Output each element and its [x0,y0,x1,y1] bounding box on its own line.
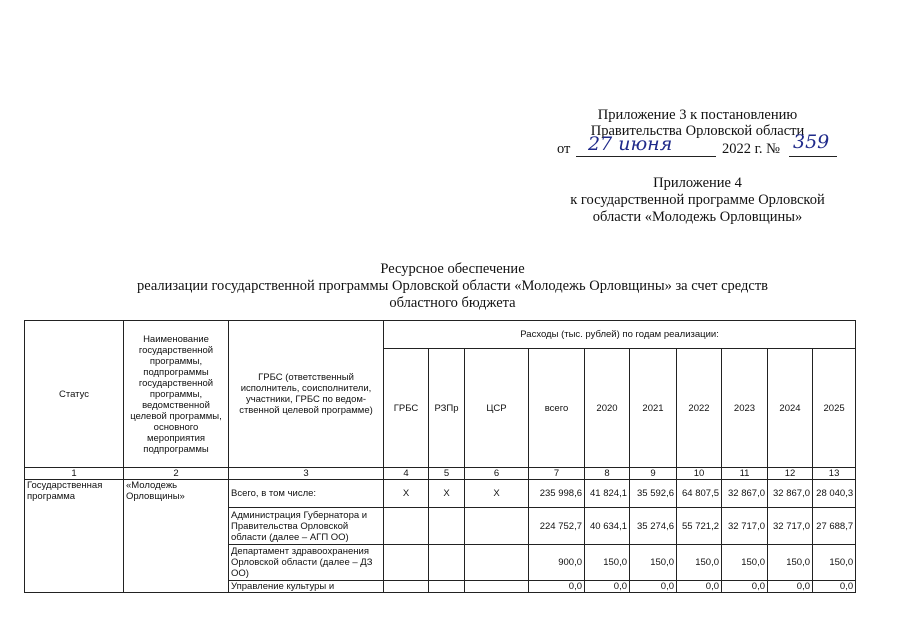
cell-rzpr [429,545,465,581]
cell-grbs-full: Администрация Губернатора и Правительства Орловской области (далее – АГП ОО) [229,508,384,545]
header-year: 2022 [677,349,722,468]
cell-year-value: 35 592,6 [630,480,677,508]
appendix-4-line2: к государственной программе Орловской [570,192,825,208]
cell-csr [465,545,529,581]
column-number: 5 [429,468,465,480]
cell-year-value: 150,0 [813,545,856,581]
appendix-year-number-label: 2022 г. № [722,141,781,157]
cell-grbs-full: Департамент здравоохранения Орловской области (далее – ДЗ ОО) [229,545,384,581]
cell-grbs [384,581,429,593]
cell-year-value: 0,0 [630,581,677,593]
number-underline [789,156,837,157]
cell-grbs-full: Управление культуры и [229,581,384,593]
header-year: 2023 [722,349,768,468]
cell-total: 900,0 [529,545,585,581]
cell-status: Государственная программа [25,480,124,593]
header-status: Статус [25,321,124,468]
cell-year-value: 35 274,6 [630,508,677,545]
column-number: 10 [677,468,722,480]
cell-year-value: 28 040,3 [813,480,856,508]
header-program-name: Наименование государственной программы, подпрограммы государственной программы, ведомственной целевой программы, основного мероприятия подпрограммы [124,321,229,468]
column-number: 6 [465,468,529,480]
cell-year-value: 0,0 [585,581,630,593]
cell-year-value: 27 688,7 [813,508,856,545]
appendix-from-label: от [557,141,571,157]
cell-year-value: 150,0 [677,545,722,581]
appendix-4-line1: Приложение 4 [653,175,742,191]
cell-year-value: 150,0 [768,545,813,581]
handwritten-number: 359 [793,131,830,153]
document-title-line2: реализации государственной программы Орловской области «Молодежь Орловщины» за счет средств [136,278,768,294]
column-number: 8 [585,468,630,480]
column-number: 12 [768,468,813,480]
header-expenses: Расходы (тыс. рублей) по годам реализации: [384,321,856,349]
cell-year-value: 55 721,2 [677,508,722,545]
cell-year-value: 32 867,0 [768,480,813,508]
header-rzpr: РЗПр [429,349,465,468]
cell-rzpr [429,581,465,593]
date-underline [576,156,716,157]
column-number: 9 [630,468,677,480]
cell-year-value: 0,0 [722,581,768,593]
column-number: 2 [124,468,229,480]
cell-year-value: 32 717,0 [722,508,768,545]
cell-grbs-full: Всего, в том числе: [229,480,384,508]
cell-year-value: 32 867,0 [722,480,768,508]
column-number: 11 [722,468,768,480]
cell-total: 235 998,6 [529,480,585,508]
cell-program-name: «Молодежь Орловщины» [124,480,229,593]
cell-year-value: 150,0 [722,545,768,581]
column-number: 13 [813,468,856,480]
resource-table-grid [24,320,856,593]
cell-grbs [384,545,429,581]
cell-csr [465,508,529,545]
column-number: 1 [25,468,124,480]
header-csr: ЦСР [465,349,529,468]
document-title-line3: областного бюджета [389,295,516,311]
header-year: 2025 [813,349,856,468]
header-total: всего [529,349,585,468]
cell-grbs [384,508,429,545]
cell-year-value: 40 634,1 [585,508,630,545]
column-number: 3 [229,468,384,480]
cell-rzpr: X [429,480,465,508]
document-title-line1: Ресурсное обеспечение [380,261,525,277]
column-number: 4 [384,468,429,480]
cell-year-value: 0,0 [768,581,813,593]
cell-total: 0,0 [529,581,585,593]
cell-year-value: 0,0 [677,581,722,593]
cell-year-value: 64 807,5 [677,480,722,508]
header-grbs-full: ГРБС (ответственный исполнитель, соисполнители, участники, ГРБС по ведом-ственной целевой программе) [229,321,384,468]
appendix-3-line1: Приложение 3 к постановлению [597,107,798,123]
column-number: 7 [529,468,585,480]
table-row [25,480,856,508]
cell-year-value: 32 717,0 [768,508,813,545]
header-grbs: ГРБС [384,349,429,468]
header-year: 2020 [585,349,630,468]
appendix-3-line2: Правительства Орловской области [590,123,805,139]
cell-csr [465,581,529,593]
resource-table [24,320,855,593]
cell-total: 224 752,7 [529,508,585,545]
cell-year-value: 41 824,1 [585,480,630,508]
header-year: 2024 [768,349,813,468]
cell-rzpr [429,508,465,545]
appendix-4-line3: области «Молодежь Орловщины» [592,209,803,225]
cell-year-value: 150,0 [630,545,677,581]
handwritten-date: 27 июня [588,133,673,155]
header-year: 2021 [630,349,677,468]
cell-year-value: 150,0 [585,545,630,581]
cell-grbs: X [384,480,429,508]
cell-year-value: 0,0 [813,581,856,593]
cell-csr: X [465,480,529,508]
